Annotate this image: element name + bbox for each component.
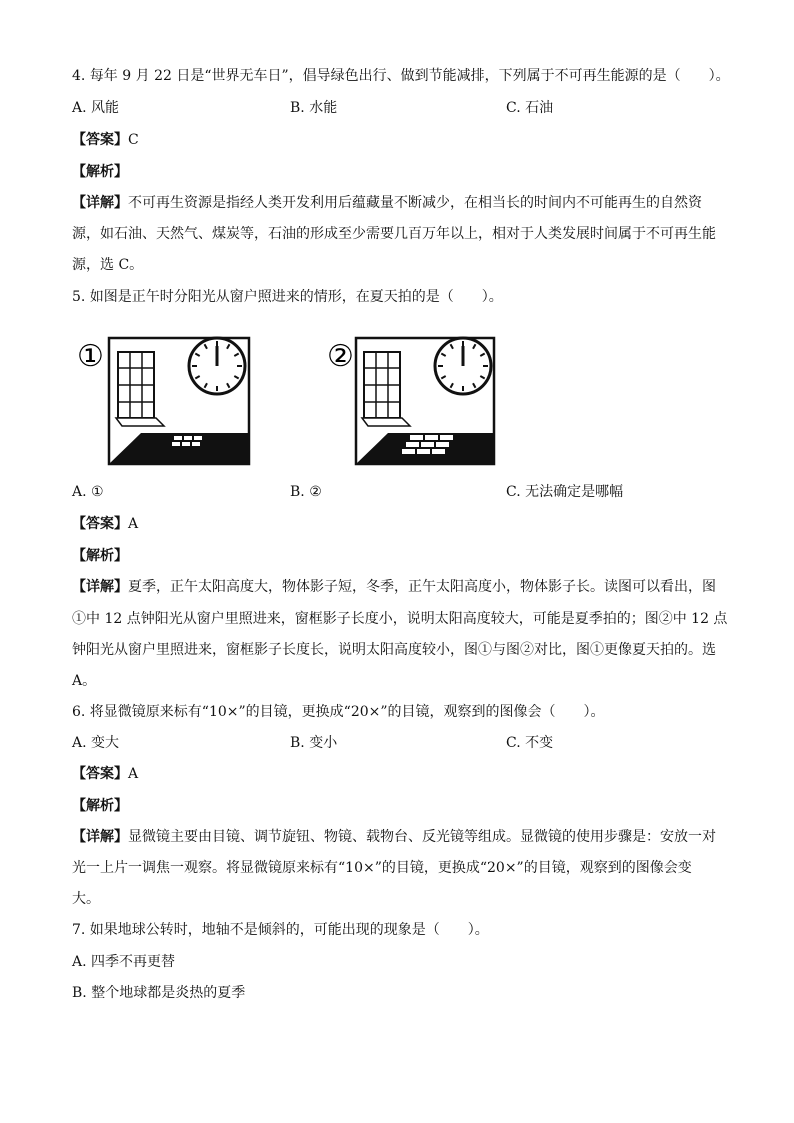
q5-detail-line-2: ①中 12 点钟阳光从窗户里照进来，窗框影子长度小，说明太阳高度较大，可能是夏季拍的；图②中 12 点 xyxy=(72,611,728,627)
q6-option-b: B. 变小 xyxy=(290,735,338,751)
q6-option-c: C. 不变 xyxy=(506,735,554,751)
q4-detail-line-2: 源，如石油、天然气、煤炭等，石油的形成至少需要几百万年以上，相对于人类发展时间属于不可再生能 xyxy=(72,226,716,242)
q5-detail-line-3: 钟阳光从窗户里照进来，窗框影子长度长，说明太阳高度较小，图①与图②对比，图①更像夏天拍的。选 xyxy=(72,642,716,658)
q5-answer xyxy=(72,514,734,534)
answer-value: A xyxy=(128,516,139,532)
q5-analysis-label: 【解析】 xyxy=(72,548,128,564)
q5-detail-line-1: 【详解】夏季，正午太阳高度大，物体影子短，冬季，正午太阳高度小，物体影子长。读图可以看出，图 xyxy=(72,579,716,595)
q5-stem: 5. 如图是正午时分阳光从窗户照进来的情形，在夏天拍的是（ ）。 xyxy=(72,289,503,305)
q6-analysis-label: 【解析】 xyxy=(72,798,128,814)
q4-detail-line-3: 源，选 C。 xyxy=(72,257,144,273)
q7-option-b: B. 整个地球都是炎热的夏季 xyxy=(72,985,246,1001)
q5-option-b: B. ② xyxy=(290,484,322,500)
q4-option-c: C. 石油 xyxy=(506,100,554,116)
q4-stem: 4. 每年 9 月 22 日是“世界无车日”，倡导绿色出行、做到节能减排，下列属于不可再生能源的是（ ）。 xyxy=(72,68,730,84)
detail-label: 【详解】 xyxy=(72,195,128,211)
q4-option-a: A. 风能 xyxy=(72,100,120,116)
window-sill xyxy=(362,418,410,426)
window-sill xyxy=(116,418,164,426)
detail-label: 【详解】 xyxy=(72,829,128,845)
q5-option-c: C. 无法确定是哪幅 xyxy=(506,484,624,500)
answer-value: A xyxy=(128,766,139,782)
figure-2-label: ② xyxy=(327,339,354,374)
q6-answer xyxy=(72,764,734,784)
q4-answer xyxy=(72,130,734,150)
answer-label: 【答案】 xyxy=(72,132,128,148)
window-figure-2 xyxy=(326,330,502,470)
q6-detail-line-2: 光一上片一调焦一观察。将显微镜原来标有“10×”的目镜，更换成“20×”的目镜，观察到的图像会变 xyxy=(72,860,692,876)
q7-stem: 7. 如果地球公转时，地轴不是倾斜的，可能出现的现象是（ ）。 xyxy=(72,922,489,938)
q4-detail-line-1: 【详解】不可再生资源是指经人类开发利用后蕴藏量不断减少，在相当长的时间内不可能再生的自然资 xyxy=(72,195,702,211)
answer-label: 【答案】 xyxy=(72,516,128,532)
q5-option-a: A. ① xyxy=(72,484,104,500)
window-figure-1 xyxy=(76,330,252,470)
q6-detail-line-3: 大。 xyxy=(72,891,100,907)
q4-option-b: B. 水能 xyxy=(290,100,338,116)
q6-detail-line-1: 【详解】显微镜主要由目镜、调节旋钮、物镜、载物台、反光镜等组成。显微镜的使用步骤是：安放一对 xyxy=(72,829,716,845)
detail-label: 【详解】 xyxy=(72,579,128,595)
q6-option-a: A. 变大 xyxy=(72,735,120,751)
answer-label: 【答案】 xyxy=(72,766,128,782)
q4-analysis-label: 【解析】 xyxy=(72,164,128,180)
q7-option-a: A. 四季不再更替 xyxy=(72,954,176,970)
answer-value: C xyxy=(128,132,139,148)
q6-stem: 6. 将显微镜原来标有“10×”的目镜，更换成“20×”的目镜，观察到的图像会（ ）。 xyxy=(72,704,605,720)
q5-detail-line-4: A。 xyxy=(72,673,97,689)
figure-1-label: ① xyxy=(77,339,104,374)
